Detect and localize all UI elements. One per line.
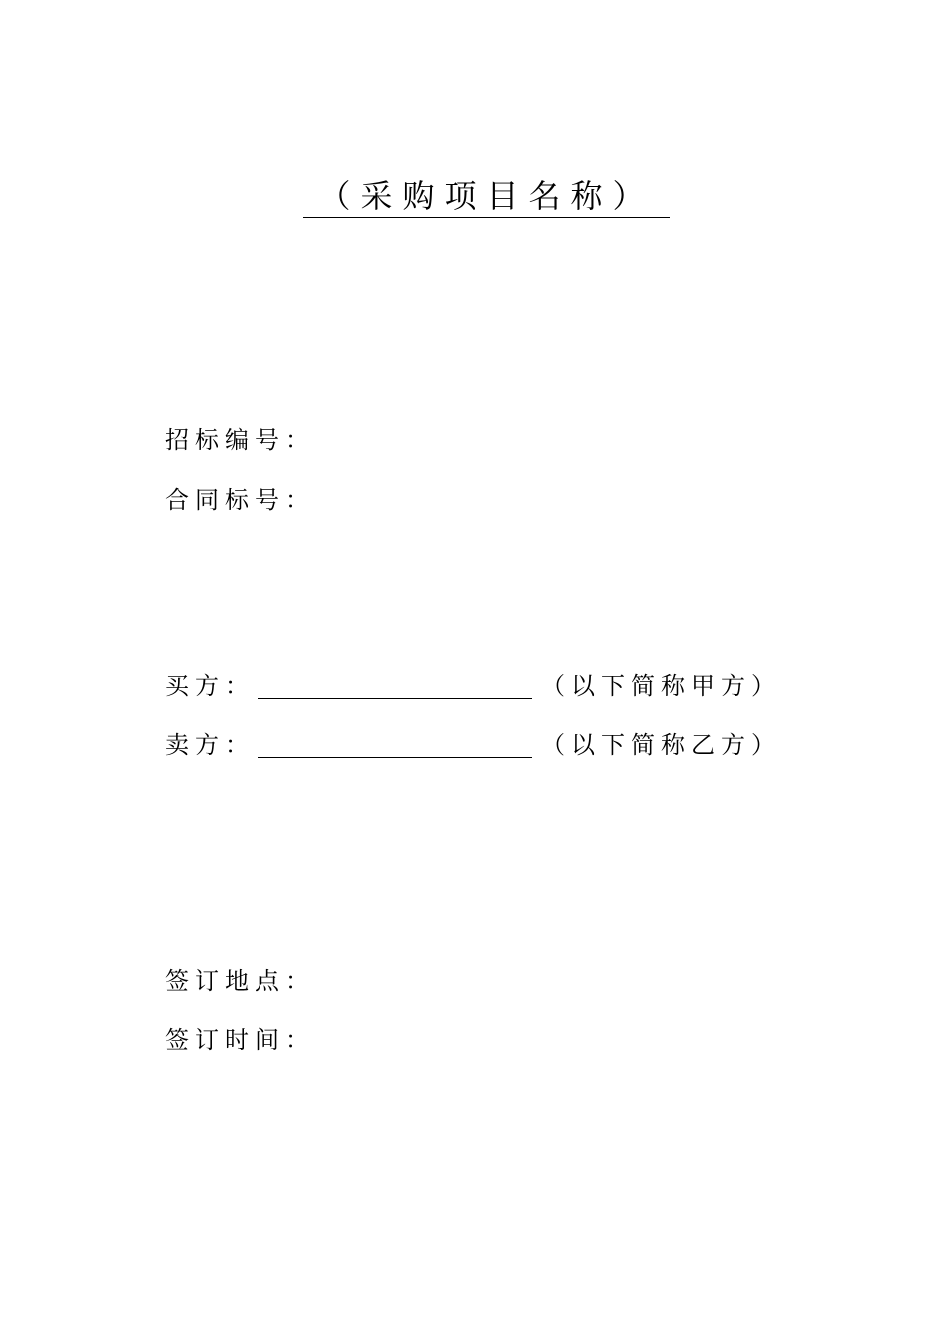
contract-number-label: 合同标号： [165, 486, 315, 514]
signing-time-label: 签订时间： [165, 1026, 315, 1054]
seller-note: （以下简称乙方） [541, 731, 781, 759]
title-underline-box [303, 175, 670, 218]
buyer-note: （以下简称甲方） [541, 672, 781, 700]
seller-name-blank [258, 729, 532, 758]
seller-line [165, 729, 785, 761]
buyer-line [165, 670, 785, 702]
project-title: （采购项目名称） [318, 177, 655, 215]
buyer-name-blank [258, 670, 532, 699]
signing-place-label: 签订地点： [165, 967, 315, 995]
buyer-label: 买方： [165, 672, 255, 700]
bid-number-label: 招标编号： [165, 426, 315, 454]
seller-label: 卖方： [165, 731, 255, 759]
